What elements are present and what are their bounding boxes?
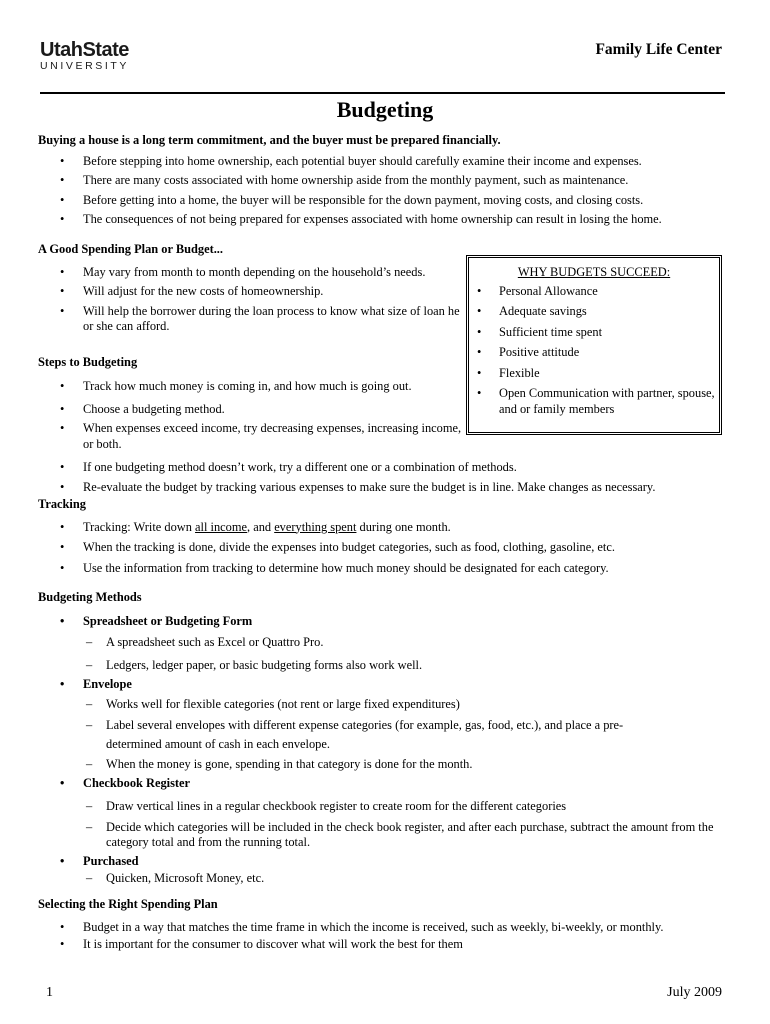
list-item: • Adequate savings xyxy=(469,304,719,320)
list-item: • Open Communication with partner, spouse, and or family members xyxy=(469,386,719,417)
list-item: • There are many costs associated with home ownership aside from the monthly payment, such as maintenance. xyxy=(38,173,738,189)
list-item: • Personal Allowance xyxy=(469,284,719,300)
methods-section xyxy=(38,590,748,887)
selecting-heading: Selecting the Right Spending Plan xyxy=(38,897,218,911)
tracking-text: during one month. xyxy=(356,519,451,534)
methods-list-envelope xyxy=(38,677,748,693)
list-item: – Draw vertical lines in a regular checkbook register to create room for the different categories xyxy=(38,799,748,815)
why-list xyxy=(469,284,719,418)
list-item: • Track how much money is coming in, and how much is going out. xyxy=(38,379,468,395)
list-item: • Before stepping into home ownership, each potential buyer should carefully examine their income and expenses. xyxy=(38,154,738,170)
intro-heading: Buying a house is a long term commitment, and the buyer must be prepared financially. xyxy=(38,133,501,147)
tracking-heading: Tracking xyxy=(38,497,86,511)
list-item: • Will adjust for the new costs of homeownership. xyxy=(38,284,468,300)
list-item: • Positive attitude xyxy=(469,345,719,361)
method-envelope: • Envelope xyxy=(38,677,748,693)
list-item: – Quicken, Microsoft Money, etc. xyxy=(38,871,748,887)
tracking-text: , and xyxy=(247,519,275,534)
list-item: • It is important for the consumer to discover what will work the best for them xyxy=(38,937,748,953)
list-item: • May vary from month to month depending on the household’s needs. xyxy=(38,265,468,281)
method-checkbook: • Checkbook Register xyxy=(38,776,748,792)
tracking-list xyxy=(38,520,748,577)
methods-list-purchased xyxy=(38,854,748,870)
list-item: • If one budgeting method doesn’t work, try a different one or a combination of methods. xyxy=(38,460,748,476)
logo-subtitle: UNIVERSITY xyxy=(40,60,130,72)
method-purchased: • Purchased xyxy=(38,854,748,870)
list-item: • When the tracking is done, divide the expenses into budget categories, such as food, clothing, gasoline, etc. xyxy=(38,540,748,556)
method-envelope-items xyxy=(38,697,748,773)
intro-section xyxy=(38,133,738,228)
method-spreadsheet-items xyxy=(38,635,748,673)
list-item: • When expenses exceed income, try decreasing expenses, increasing income, or both. xyxy=(38,421,468,452)
list-item: – Ledgers, ledger paper, or basic budgeting forms also work well. xyxy=(38,658,748,674)
selecting-list xyxy=(38,920,748,953)
center-name: Family Life Center xyxy=(595,41,722,58)
list-item: • Use the information from tracking to determine how much money should be designated for each category. xyxy=(38,561,748,577)
spending-plan-section xyxy=(38,242,468,335)
list-item: – Works well for flexible categories (not rent or large fixed expenditures) xyxy=(38,697,748,713)
tracking-text: Tracking: Write down xyxy=(83,519,196,534)
methods-list xyxy=(38,614,748,630)
list-item: – When the money is gone, spending in that category is done for the month. xyxy=(38,757,748,773)
list-item: – Label several envelopes with different expense categories (for example, gas, food, etc.), and place a pre-determined amount of cash in each envelope. xyxy=(38,716,748,754)
steps-heading: Steps to Budgeting xyxy=(38,355,138,369)
methods-list-checkbook xyxy=(38,776,748,792)
selecting-section xyxy=(38,897,748,953)
methods-heading: Budgeting Methods xyxy=(38,590,142,604)
tracking-underlined: all income xyxy=(195,519,247,534)
usu-logo xyxy=(40,40,180,72)
list-item xyxy=(38,520,748,536)
intro-list xyxy=(38,154,738,228)
list-item: – Decide which categories will be included in the check book register, and after each purchase, subtract the amount from the category total and from the running total. xyxy=(38,820,748,851)
footer-date: July 2009 xyxy=(667,985,722,1000)
spending-plan-list xyxy=(38,265,468,335)
list-item: • Will help the borrower during the loan process to know what size of loan he or she can afford. xyxy=(38,304,468,335)
box-title: WHY BUDGETS SUCCEED: xyxy=(517,265,671,279)
steps-list-a xyxy=(38,379,468,452)
list-item: • Before getting into a home, the buyer will be responsible for the down payment, moving costs, and closing costs. xyxy=(38,193,738,209)
tracking-underlined: everything spent xyxy=(274,519,357,534)
header-rule xyxy=(40,92,725,94)
list-item: • Budget in a way that matches the time frame in which the income is received, such as weekly, bi-weekly, or monthly. xyxy=(38,920,748,936)
method-checkbook-items xyxy=(38,799,748,851)
page-title: Budgeting xyxy=(336,97,434,122)
list-item: • The consequences of not being prepared for expenses associated with home ownership can result in losing the home. xyxy=(38,212,738,228)
page-number: 1 xyxy=(46,985,53,1000)
list-item: – A spreadsheet such as Excel or Quattro Pro. xyxy=(38,635,748,651)
method-purchased-items xyxy=(38,871,748,887)
why-budgets-succeed-box xyxy=(466,255,722,435)
steps-list-b xyxy=(38,460,748,495)
method-spreadsheet: • Spreadsheet or Budgeting Form xyxy=(38,614,748,630)
list-item: • Choose a budgeting method. xyxy=(38,402,468,418)
spending-plan-heading: A Good Spending Plan or Budget... xyxy=(38,242,223,256)
tracking-section xyxy=(38,497,748,576)
logo-wordmark: UtahState xyxy=(40,39,129,61)
list-item: • Re-evaluate the budget by tracking various expenses to make sure the budget is in line. Make changes as necessary. xyxy=(38,480,748,496)
list-item: • Flexible xyxy=(469,366,719,382)
list-item: • Sufficient time spent xyxy=(469,325,719,341)
